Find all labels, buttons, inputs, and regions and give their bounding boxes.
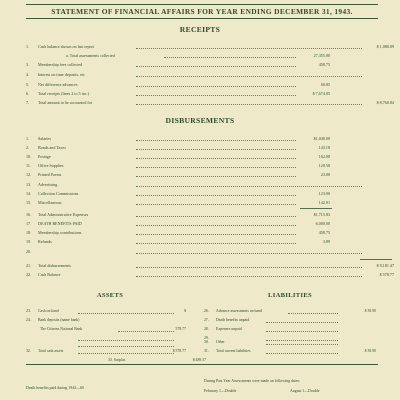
line-label: Bonds and Taxes: [38, 145, 66, 150]
disbursement-row: [26, 181, 378, 188]
dot-leader: [136, 195, 296, 196]
dot-leader: [266, 322, 338, 323]
receipt-row: [26, 81, 378, 88]
asset-row: [26, 326, 196, 333]
line-number: 18.: [26, 230, 32, 235]
dot-leader: [136, 267, 362, 268]
dot-leader: [136, 86, 296, 87]
disbursement-row: [26, 248, 378, 255]
disbursement-row: [26, 135, 378, 142]
line-label: Expenses unpaid: [216, 327, 242, 331]
disbursement-row: [26, 162, 378, 169]
dot-leader: [136, 149, 296, 150]
receipt-row: [26, 90, 378, 97]
dot-leader: [136, 253, 362, 254]
amount-col1: 123.00: [318, 191, 330, 196]
line-number: 19.: [26, 239, 32, 244]
assessment-date-february: February 1—Double: [204, 389, 237, 393]
dot-leader: [136, 176, 296, 177]
subtotal-rule: [300, 208, 332, 209]
line-label: Interest on time deposits, etc: [38, 72, 85, 77]
line-label: 33. Surplus: [108, 358, 126, 362]
receipt-row: [26, 43, 394, 50]
line-label: Total current liabilities: [216, 349, 251, 353]
dot-leader: [136, 76, 362, 77]
total-rule: [360, 259, 392, 260]
dot-leader: [288, 313, 338, 314]
asset-row: [26, 348, 196, 355]
liability-row: [204, 326, 378, 333]
line-label: The Citizens National Bank: [40, 327, 83, 331]
amount-col2: $ 8,181.47: [376, 263, 394, 268]
dot-leader: [136, 167, 296, 168]
receipt-row: [26, 99, 394, 106]
amount-col1: 162.08: [318, 154, 330, 159]
line-label: Miscellaneous: [38, 200, 62, 205]
dot-leader: [136, 216, 296, 217]
line-number: 6.: [26, 91, 30, 96]
amount-col1: 60.85: [320, 82, 330, 87]
asset-amount: $ 489.37: [192, 358, 206, 362]
amount-col2: $ 1,080.09: [376, 44, 394, 49]
line-label: Net difference advances: [38, 82, 78, 87]
line-number: 22.: [26, 272, 32, 277]
disbursement-row: [26, 238, 378, 245]
asset-row: [26, 317, 196, 324]
liability-row: [204, 339, 378, 346]
line-number: 10.: [26, 154, 32, 159]
liability-amount: $ 39.90: [364, 309, 376, 313]
line-label: Total cash assets: [38, 349, 64, 353]
line-label: Cash balance shown on last report: [38, 44, 95, 49]
amount-col1: 23.00: [320, 172, 330, 177]
line-label: Salaries: [38, 136, 51, 141]
dot-leader: [136, 140, 296, 141]
line-number: 13.: [26, 182, 32, 187]
asset-row: [26, 308, 196, 315]
line-number: 12.: [26, 172, 32, 177]
line-number: 23.: [26, 309, 31, 313]
line-label: Total Administrative Expenses: [38, 212, 89, 217]
line-label: Death benefits unpaid: [216, 318, 250, 322]
amount-col1: 27,355.00: [313, 53, 330, 58]
line-number: 1.: [26, 44, 30, 49]
disbursements-heading: DISBURSEMENTS: [165, 116, 235, 125]
liability-amount: $ 39.90: [364, 349, 376, 353]
line-number: 3.: [26, 62, 30, 67]
line-label: Advertising: [38, 182, 58, 187]
line-label: Other: [216, 340, 225, 344]
bottom-rule: [26, 364, 378, 365]
line-number: 27.: [204, 318, 209, 322]
asset-amount: $: [184, 309, 186, 313]
amount-col1: 458.75: [318, 62, 330, 67]
line-label: Postage: [38, 154, 51, 159]
line-number: 31.: [204, 349, 209, 353]
line-label: DEATH BENEFITS PAID: [38, 221, 82, 226]
line-label: Printed Forms: [38, 172, 62, 177]
line-number: 30.: [204, 340, 209, 344]
line-number: 24.: [26, 318, 31, 322]
line-label: Membership contributions: [38, 230, 82, 235]
line-number: 28.: [204, 327, 209, 331]
amount-col2: $ 8,760.84: [376, 100, 394, 105]
dot-leader: [136, 243, 296, 244]
line-label: Office Supplies: [38, 163, 64, 168]
line-label: Advance assessments on hand: [216, 309, 262, 313]
disbursement-row: [26, 262, 394, 269]
assets-heading: ASSETS: [96, 292, 124, 299]
amount-col1: 143.18: [318, 145, 330, 150]
disbursement-row: [26, 144, 378, 151]
asset-amount: $ 578.77: [172, 349, 186, 353]
disbursement-row: [26, 190, 378, 197]
amount-col1: $ 7,674.05: [312, 91, 330, 96]
disbursement-row: [26, 199, 378, 206]
amount-col1: 458.75: [318, 230, 330, 235]
line-number: 15.: [26, 200, 32, 205]
dot-leader: [136, 225, 296, 226]
dot-leader: [136, 276, 362, 277]
line-number: 7.: [26, 100, 30, 105]
asset-row: [26, 357, 206, 364]
line-label: Bank deposits (name bank): [38, 318, 80, 322]
dot-leader: [164, 57, 296, 58]
line-number: 5.: [26, 82, 30, 87]
title-rule: [26, 18, 378, 19]
line-number: 11.: [26, 163, 31, 168]
dot-leader: [136, 204, 296, 205]
line-label: Total amount to be accounted for: [38, 100, 93, 105]
disbursement-row: [26, 171, 378, 178]
dot-leader: [136, 104, 362, 105]
receipt-row: [26, 61, 378, 68]
liability-row: [204, 348, 378, 355]
amount-col1: 120.58: [318, 163, 330, 168]
death-benefits-note: Death benefits paid during 1943—60: [26, 386, 84, 390]
receipt-row: [26, 52, 378, 59]
line-label: Membership fees collected: [38, 62, 83, 67]
disbursement-row: [26, 271, 394, 278]
receipts-heading: RECEIPTS: [179, 25, 221, 34]
receipt-row: [26, 71, 378, 78]
liabilities-heading: LIABILITIES: [268, 292, 312, 299]
line-number: 21.: [26, 263, 32, 268]
line-number: 4.: [26, 72, 30, 77]
disbursement-row: [26, 153, 378, 160]
line-number: 20.: [26, 249, 32, 254]
line-label: Refunds: [38, 239, 52, 244]
line-label: Collection Commissions: [38, 191, 79, 196]
amount-col2: $ 578.77: [379, 272, 394, 277]
dot-leader: [136, 48, 362, 49]
line-label: Total disbursements: [38, 263, 71, 268]
dot-leader: [136, 186, 362, 187]
asset-amount: 578.77: [175, 327, 186, 331]
disbursement-row: [26, 211, 378, 218]
line-number: 17.: [26, 221, 32, 226]
dot-leader: [78, 346, 174, 347]
line-label: Cash on hand: [38, 309, 59, 313]
disbursement-row: [26, 220, 378, 227]
line-number: 26.: [204, 309, 209, 313]
amount-col1: 6,000.00: [315, 221, 330, 226]
line-number: 2.: [26, 145, 30, 150]
line-number: 32.: [26, 349, 31, 353]
dot-leader: [136, 234, 296, 235]
amount-col1: $1,040.00: [313, 136, 330, 141]
top-rule: [26, 4, 378, 5]
line-label: Cash Balance: [38, 272, 61, 277]
line-label: a. Total assessments collected: [66, 53, 115, 58]
dot-leader: [136, 66, 296, 67]
asset-row: [26, 341, 196, 348]
dot-leader: [266, 331, 338, 332]
line-number: 16.: [26, 212, 32, 217]
amount-col1: 3.89: [322, 239, 330, 244]
amount-col1: $1,715.83: [313, 212, 330, 217]
dot-leader: [266, 344, 338, 345]
liability-row: [204, 317, 378, 324]
assessment-date-august: August 1—Double: [290, 389, 320, 393]
line-label: Total receipts (lines 2 to 5 inc.): [38, 91, 89, 96]
assessment-dates-intro: During Past Year Assessments were made on following dates:: [204, 379, 301, 383]
dot-leader: [266, 353, 338, 354]
disbursement-row: [26, 229, 378, 236]
amount-col1: 142.01: [318, 200, 330, 205]
dot-leader: [136, 158, 296, 159]
liability-row: [204, 308, 378, 315]
line-number: 1.: [26, 136, 30, 141]
dot-leader: [136, 95, 296, 96]
statement-title: STATEMENT OF FINANCIAL AFFAIRS FOR YEAR ENDING DECEMBER 31, 1943.: [51, 7, 353, 16]
line-number: 29.: [204, 336, 209, 340]
line-number: 14.: [26, 191, 32, 196]
